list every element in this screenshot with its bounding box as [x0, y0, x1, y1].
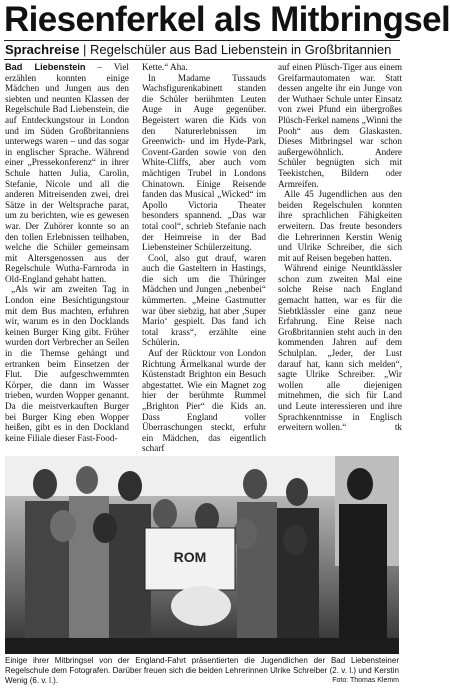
paragraph: „Als wir am zweiten Tag in London eine Besichtigungstour mit dem Bus machten, erfuhren wir, warum es in den Docklands keinen Burger King gibt. Früher wurden dort Verbrecher an Seilen in die Themse gehängt und ertranken beim Einsetzen der Flut. Die aufgeschwemmten Körper, die dann im Wasser trieben, wurden Wopper genannt. Da die meistverkauften Burger bei Burger King eben Wopper heißen, gibt es in den Dockland keine Filiale dieser Fast-Food- [5, 284, 129, 443]
paragraph: Auf der Rücktour von London Richtung Ärmelkanal wurde der Küstenstadt Brighton ein Besuch abgestattet. Wie ein Magnet zog hier der berühmte Rummel „Brighton Pier“ die Kids an. Dass England voller Überraschungen steckt, erfuhr ein Mädchen, das eigentlich scharf [142, 348, 266, 454]
board-lettering: ROM [173, 549, 207, 565]
paragraph: In Madame Tussauds Wachsfigurenkabinett standen die Schüler berühmten Leuten Auge in Auge gegenüber. Begeistert waren die Kids von den Naturerlebnissen im Greenwich- und im Hyde-Park, Covent-Garden sowie von den White-Cliffs, aber auch vom mächtigen Trubel in Londons Chinatown. Einige Reisende fanden das Musical „Wicked“ im Apollo Victoria Theater besonders spannend. „Das war total cool“, schrieb Stefanie nach der Heimreise in der Bad Liebensteiner Schülerzeitung. [142, 72, 266, 253]
paragraph-text: – Viel erzählen konnten einige Mädchen und Jungen aus den siebten und neunten Klassen der Regelschule Bad Liebenstein, die auf Entdeckungstour in London und im Süden Großbritanniens unterwegs waren – und das sogar in englischer Sprache. Während einer „Pressekonferenz“ in ihrer Schule hatten Julia, Carolin, Stefanie, Nicole und all die anderen Mitreisenden zwei, drei Sätze in der Weltsprache parat, um zu berichten, wie es gewesen war. Der Zuhörer konnte so an den tollen Erlebnissen teilhaben, welche die Schüler gemeinsam mit Altersgenossen aus der Regelschule Wutha-Farnroda in Old-England gehabt hatten. [5, 62, 129, 284]
article-column-3 [278, 62, 402, 452]
headline-rule [4, 40, 400, 41]
paragraph [5, 62, 129, 284]
subhead-kicker: Sprachreise [5, 42, 80, 57]
subhead-rule [4, 59, 400, 60]
photo-caption [5, 656, 399, 689]
subhead-text: Regelschüler aus Bad Liebenstein in Großbritannien [90, 42, 392, 57]
article-column-2 [142, 62, 266, 452]
dateline: Bad Liebenstein [5, 62, 86, 72]
headline: Riesenferkel als Mitbringsel [4, 0, 450, 39]
author-initials: tk [394, 422, 402, 433]
subhead [5, 42, 401, 58]
paragraph: auf einen Plüsch-Tiger aus einem Greifarmautomaten war. Statt dessen angelte ihr ein Junge von der Wuthaer Schule unter Einsatz von zwei Pfund ein übergroßes Plüsch-Ferkel namens „Winni the Pooh“ aus dem Glaskasten. Dieses Mitbringsel war schon außergewöhnlich. Andere Schüler begnügten sich mit Teekistchen, Bildern oder Armreifen. [278, 62, 402, 189]
group-photo [5, 456, 399, 654]
paragraph-text: Während einige Neuntklässler schon zum zweiten Mal eine solche Reise nach England gemacht hatten, war es für die Siebtklässler eine ganz neue Erfahrung. Eine Reise nach Großbritannien steht auch in den kommenden Jahren auf dem Schulplan. „Jeder, der Lust darauf hat, kann sich melden“, sagte Ulrike Schreiber. „Wir wollen alle diejenigen mitnehmen, die sich für Land und Leute interessieren und ihre Sprachkenntnisse in Englisch erweitern wollen.“ [278, 263, 402, 433]
photo-credit: Foto: Thomas Klemm [332, 677, 399, 684]
paragraph: Alle 45 Jugendlichen aus den beiden Regelschulen konnten ihre sprachlichen Fähigkeiten erweitern. Das freute besonders die Lehrerinnen Kerstin Wenig und Ulrike Schreiber, die sich mit auf Reisen begeben hatten. [278, 189, 402, 263]
paragraph: Kette.“ Aha. [142, 62, 188, 72]
subhead-separator: | [79, 42, 91, 57]
group-photo-image [5, 456, 399, 654]
paragraph [278, 263, 402, 433]
paragraph: Cool, also gut drauf, waren auch die Gasteltern in Hastings, die sich um die Thüringer Mädchen und Jungen „nebenbei“ kümmerten. „Meine Gastmutter war über siebzig, hat aber ,Super Mario‘ gespielt. Das fand ich total krass“, erzählte eine Schülerin. [142, 252, 266, 348]
article-column-1 [5, 62, 129, 452]
caption-text: Einige ihrer Mitbringsel von der England-Fahrt präsentierten die Jugendlichen der Bad Liebensteiner Regelschule dem Fotografen. Darüber freuen sich die beiden Lehrerinnen Ulrike Schreiber (2. v. l.) und Kerstin Wenig (6. v. l.). [5, 656, 399, 685]
